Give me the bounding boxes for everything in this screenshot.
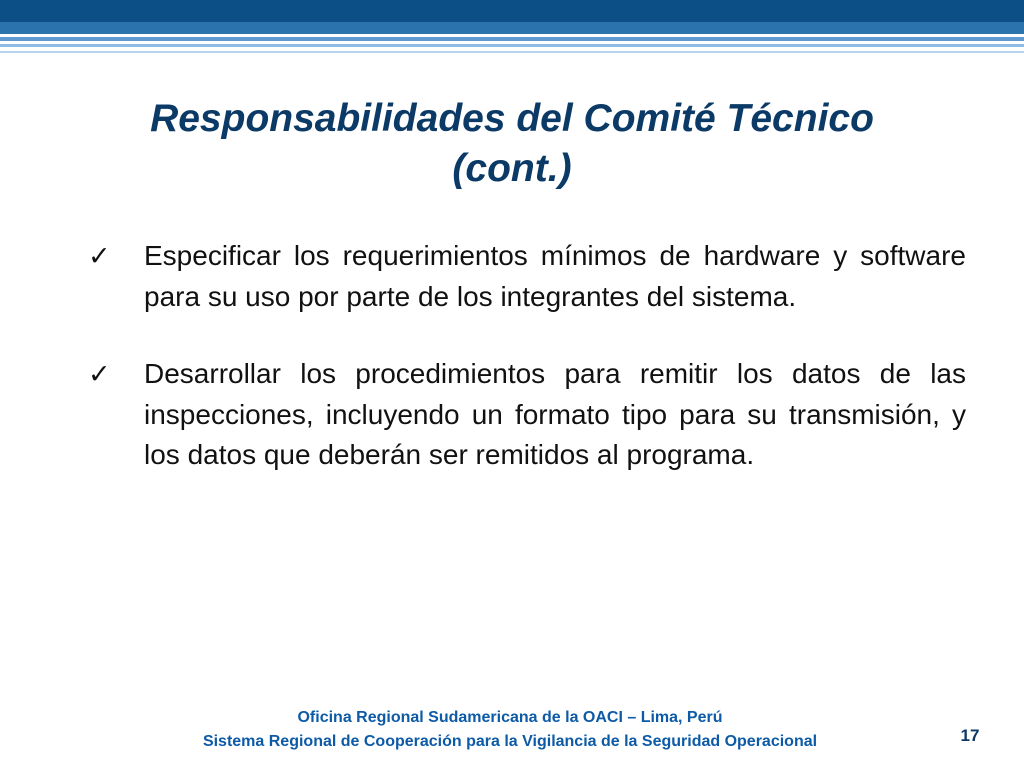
- bullet-list: [88, 236, 966, 476]
- header-band: [0, 0, 1024, 60]
- header-band-dark: [0, 0, 1024, 22]
- check-icon: ✓: [88, 359, 111, 389]
- slide-title-line1: Responsabilidades del Comité Técnico: [150, 97, 874, 140]
- slide-title-line2: (cont.): [452, 147, 572, 190]
- bullet-item: [88, 236, 966, 317]
- slide-title: [60, 94, 964, 194]
- check-icon: ✓: [88, 241, 111, 271]
- footer: [110, 706, 910, 754]
- header-stripe: [0, 44, 1024, 47]
- page-number: 17: [960, 726, 980, 745]
- footer-line1: Oficina Regional Sudamericana de la OACI – Lima, Perú: [297, 709, 723, 726]
- bullet-item: [88, 354, 966, 476]
- header-stripe: [0, 37, 1024, 41]
- header-stripe: [0, 51, 1024, 53]
- bullet-text: Especificar los requerimientos mínimos de hardware y software para su uso por parte de los integrantes del sistema.: [144, 240, 966, 312]
- footer-line2: Sistema Regional de Cooperación para la Vigilancia de la Seguridad Operacional: [202, 733, 818, 750]
- bullet-text: Desarrollar los procedimientos para remitir los datos de las inspecciones, incluyendo un formato tipo para su transmisión, y los datos que deberán ser remitidos al programa.: [144, 358, 966, 470]
- header-band-mid: [0, 22, 1024, 34]
